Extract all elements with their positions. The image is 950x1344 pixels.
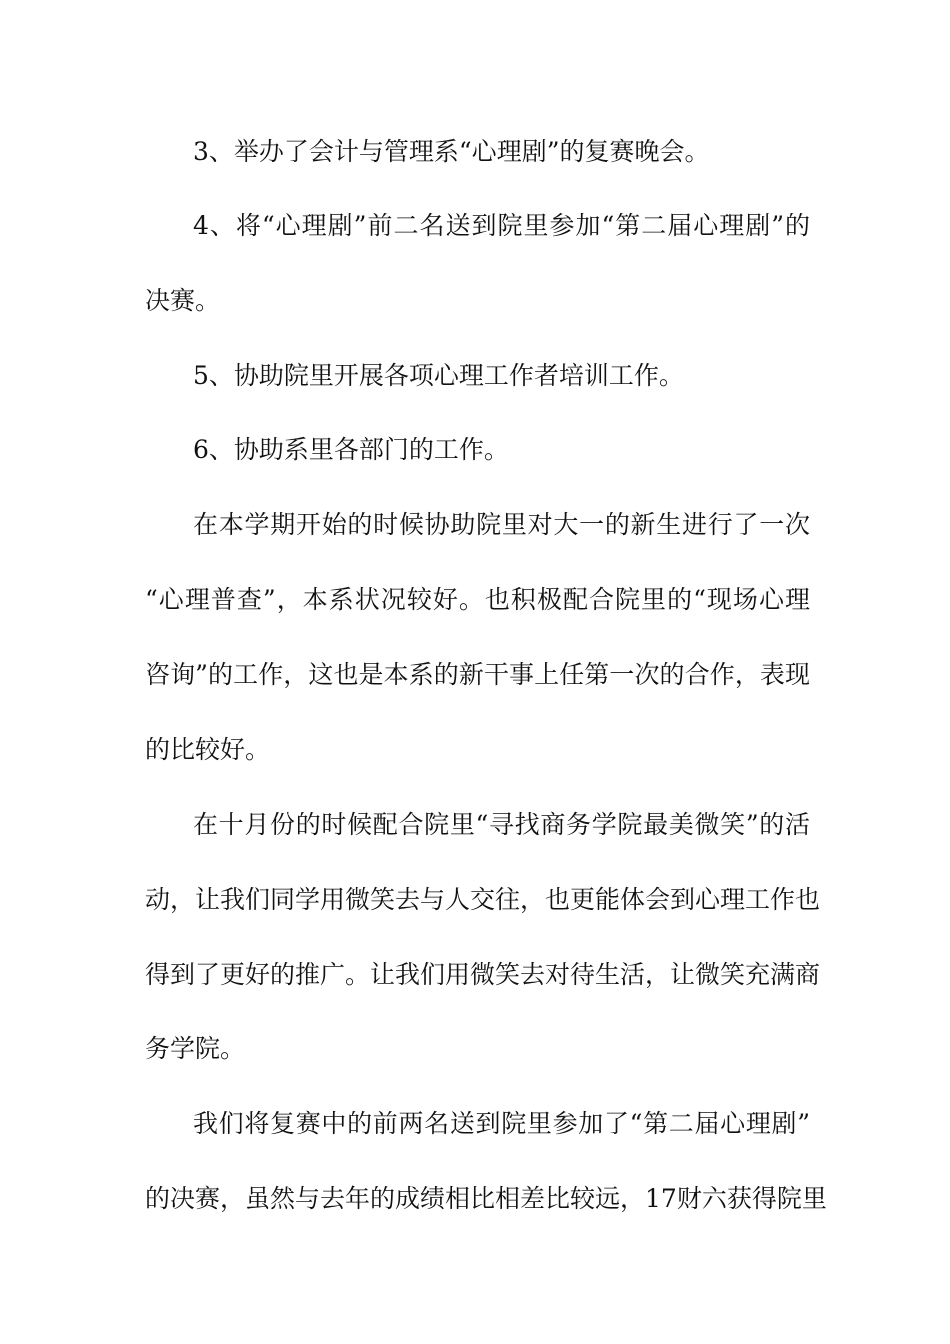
paragraph-2-line-2: 动，让我们同学用微笑去与人交往，也更能体会到心理工作也	[145, 885, 821, 914]
paragraph-2-line-4: 务学院。	[145, 1034, 246, 1063]
paragraph-1-line-2: “心理普查”，本系状况较好。也积极配合院里的“现场心理	[145, 585, 810, 614]
paragraph-2-line-1: 在十月份的时候配合院里“寻找商务学院最美微笑”的活	[193, 810, 810, 839]
paragraph-1-line-1: 在本学期开始的时候协助院里对大一的新生进行了一次	[193, 510, 810, 539]
list-item-5: 5、协助院里开展各项心理工作者培训工作。	[193, 361, 684, 390]
paragraph-3-line-1: 我们将复赛中的前两名送到院里参加了“第二届心理剧”	[193, 1109, 810, 1138]
paragraph-1-line-4: 的比较好。	[145, 735, 271, 764]
list-item-4-line-1: 4、将“心理剧”前二名送到院里参加“第二届心理剧”的	[193, 211, 810, 240]
paragraph-1-line-3: 咨询”的工作，这也是本系的新干事上任第一次的合作，表现	[145, 660, 810, 689]
list-item-4-line-2: 决赛。	[145, 286, 221, 315]
paragraph-3-line-2: 的决赛，虽然与去年的成绩相比相差比较远，17财六获得院里	[145, 1184, 827, 1213]
list-item-3: 3、举办了会计与管理系“心理剧”的复赛晚会。	[193, 137, 710, 166]
paragraph-2-line-3: 得到了更好的推广。让我们用微笑去对待生活，让微笑充满商	[145, 960, 821, 989]
list-item-6: 6、协助系里各部门的工作。	[193, 435, 509, 464]
